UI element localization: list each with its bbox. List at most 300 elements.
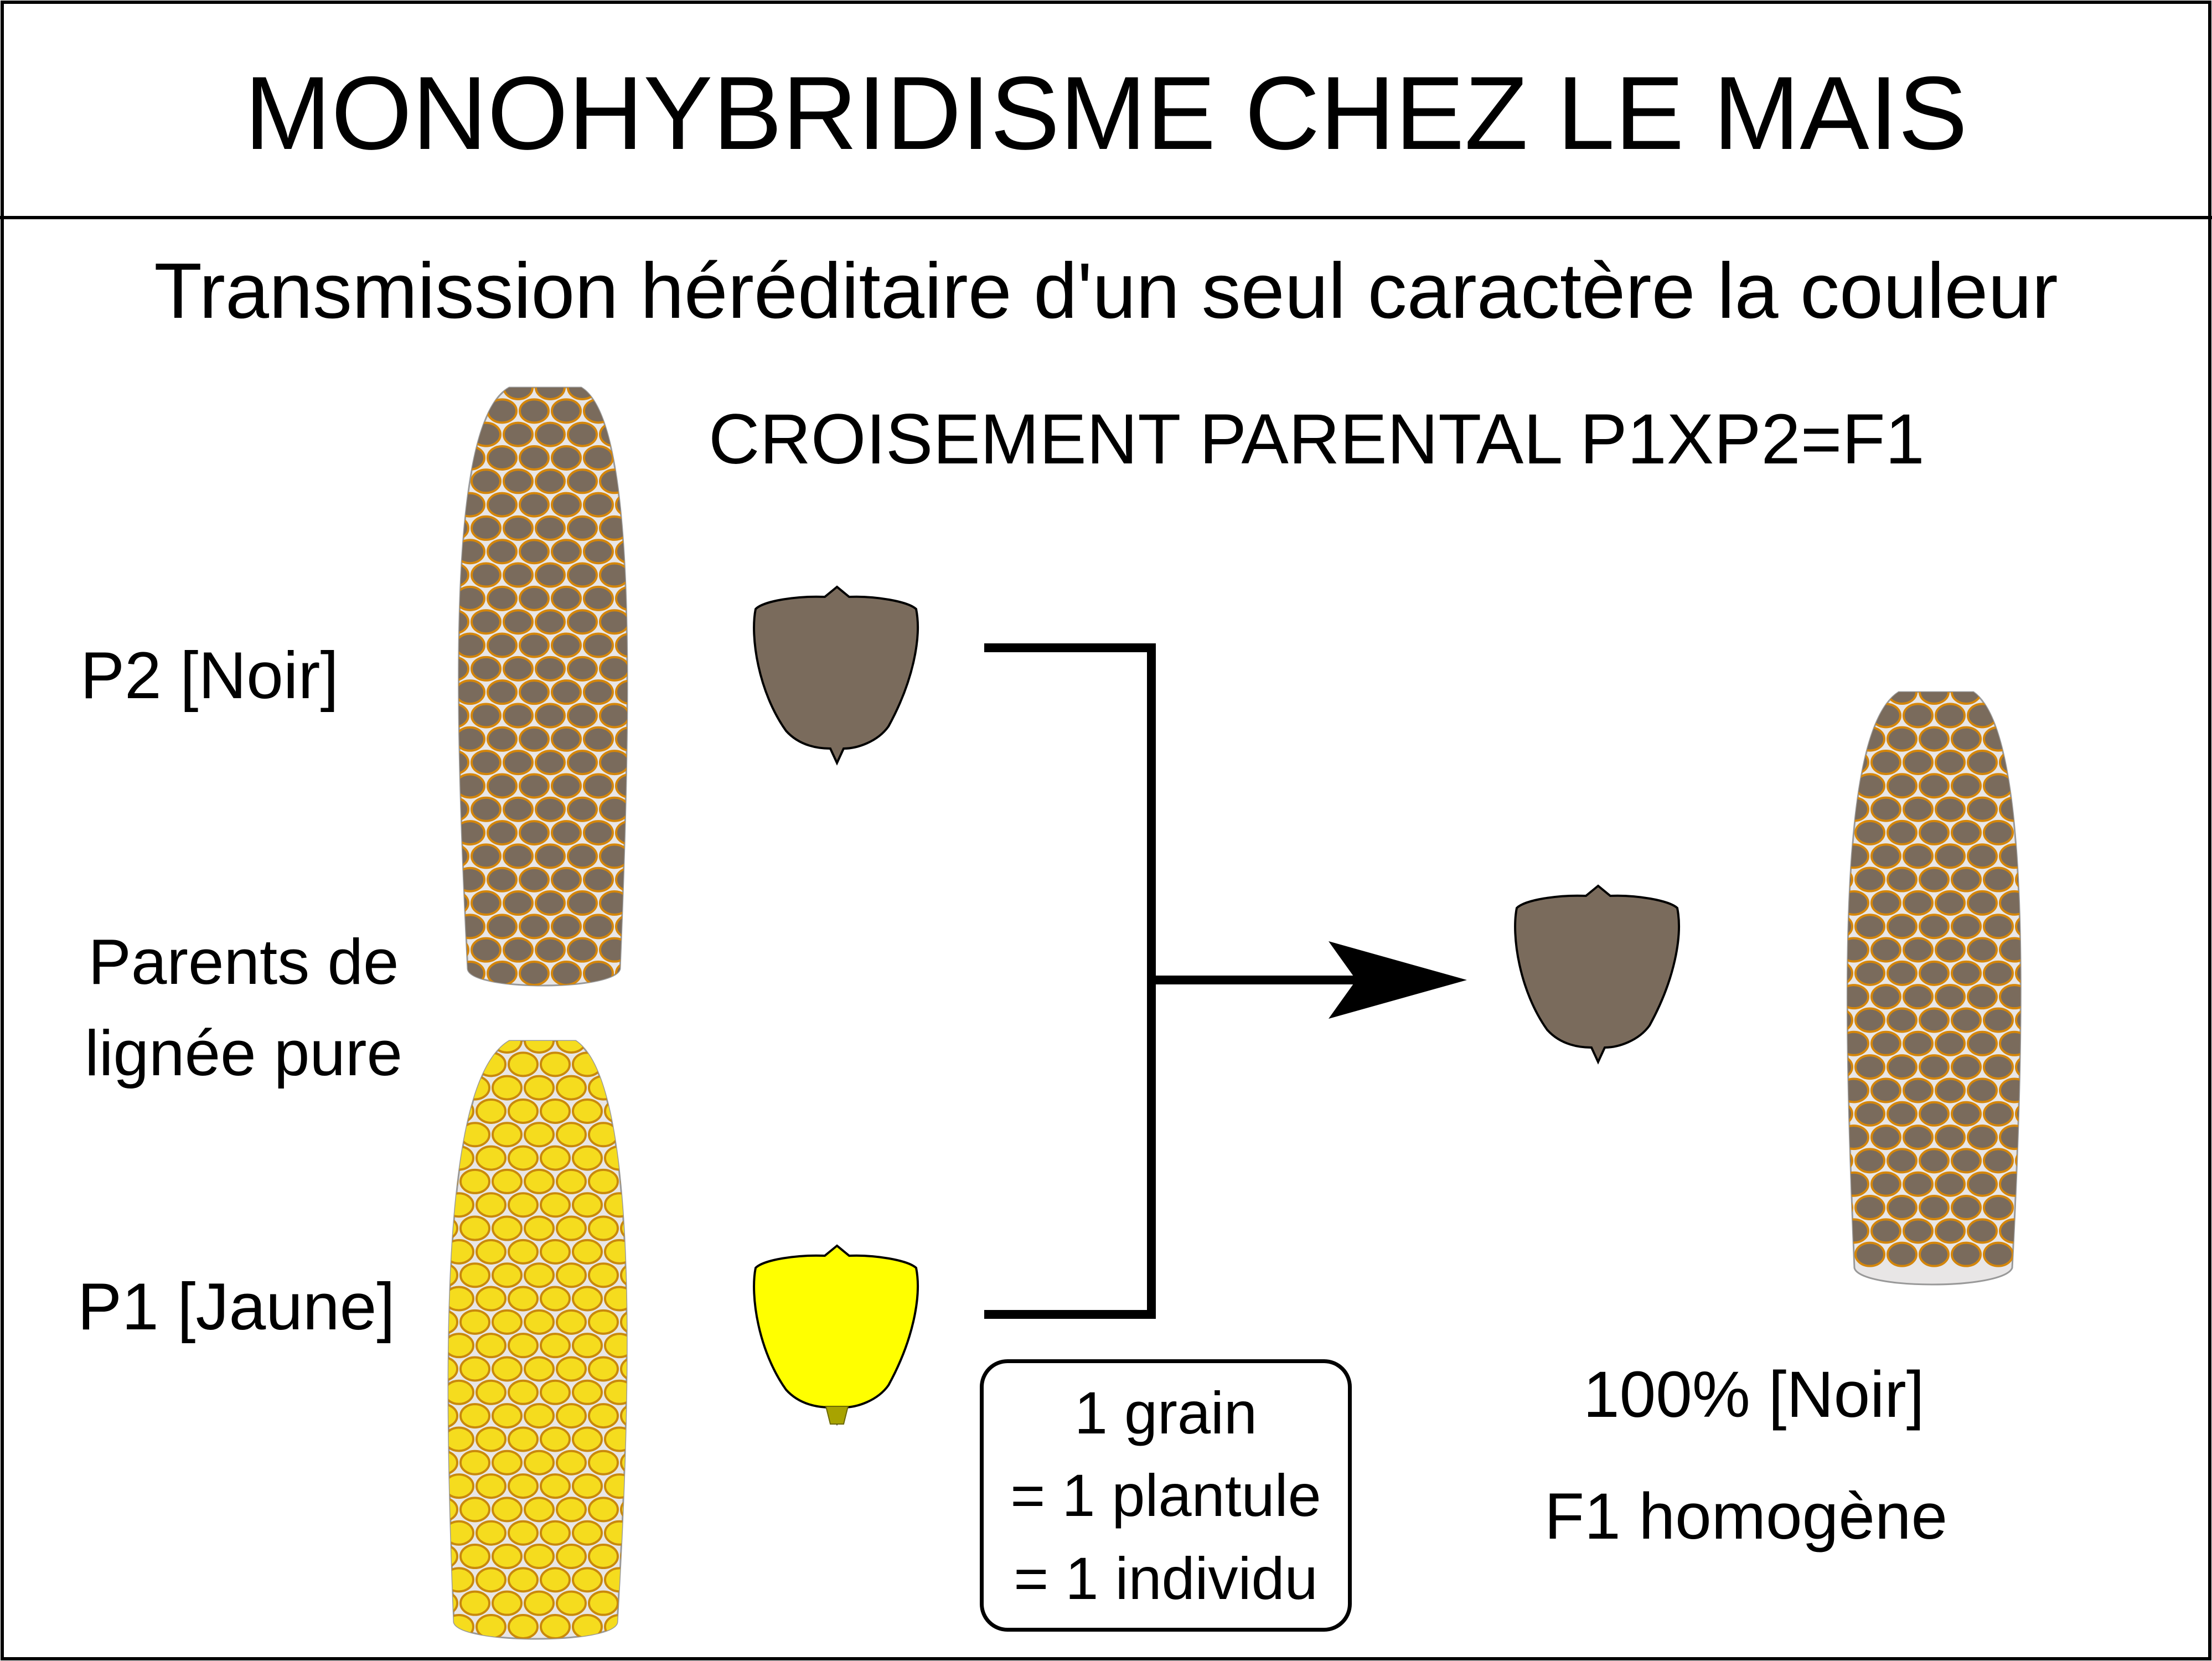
cob-kernel [1936,1079,1965,1102]
cob-kernel [1984,1243,2013,1266]
cob-kernel [493,1217,521,1240]
cob-kernel [2016,774,2045,797]
cob-kernel [584,728,613,751]
cob-kernel [472,844,500,868]
cob-kernel [557,1311,586,1334]
cob-kernel [445,1240,473,1263]
cob-kernel [412,1474,441,1498]
cob-kernel [1872,798,1900,821]
cob-kernel [1952,680,1981,704]
cob-kernel [1839,985,1868,1008]
cob-kernel [2016,1008,2045,1031]
cob-kernel [440,798,468,821]
cob-kernel [525,1217,554,1240]
cob-kernel [1856,1102,1884,1126]
cob-kernel [520,493,549,517]
cob-kernel [2016,1243,2045,1266]
cob-kernel [2016,1149,2045,1172]
kernel-yellow-icon [754,1246,918,1424]
cob-kernel [536,844,565,868]
cob-kernel [1856,962,1884,985]
cob-kernel [1839,1219,1868,1242]
cob-kernel [541,1147,570,1170]
cob-kernel [1984,1149,2013,1172]
cob-kernel [520,915,549,938]
cob-kernel [1823,962,1852,985]
cob-kernel [509,1053,538,1076]
cob-kernel [525,1592,554,1615]
cob-kernel [1968,1126,1997,1149]
cob-kernel [1807,1219,1836,1242]
cob-kernel [412,1100,441,1123]
cob-kernel [589,1170,618,1193]
cob-kernel [412,1615,441,1638]
cob-kernel [1839,1126,1868,1149]
corn-cob-black-icon [423,376,645,986]
cob-kernel [1920,915,1949,938]
cob-kernel [1984,821,2013,844]
cob-kernel [472,610,500,633]
cob-kernel [621,1545,650,1568]
cob-kernel [440,610,468,633]
cob-kernel [509,1240,538,1263]
cob-kernel [504,657,533,680]
cob-kernel [2000,891,2029,915]
cob-kernel [573,1474,602,1498]
cob-kernel [552,728,581,751]
cob-kernel [493,1311,521,1334]
cob-kernel [2016,821,2045,844]
cob-kernel [1807,938,1836,962]
cob-kernel [557,1592,586,1615]
cross-bracket [984,648,1356,1314]
cob-kernel [472,751,500,774]
cob-kernel [621,1357,650,1380]
cob-kernel [557,1217,586,1240]
cob-kernel [423,587,452,610]
cob-kernel [536,610,565,633]
cob-kernel [541,1521,570,1545]
cob-kernel [584,446,613,470]
cob-kernel [541,1100,570,1123]
cob-kernel [557,1123,586,1146]
cob-kernel [541,1334,570,1357]
cob-kernel [2000,751,2029,774]
cob-kernel [525,1357,554,1380]
cob-kernel [504,844,533,868]
cob-kernel [461,1357,489,1380]
cob-kernel [1936,751,1965,774]
cob-kernel [557,1076,586,1100]
cob-kernel [1856,680,1884,704]
cob-kernel [445,1053,473,1076]
cob-kernel [573,1147,602,1170]
cob-kernel [584,821,613,844]
cob-kernel [509,1568,538,1591]
cob-kernel [1904,1032,1932,1055]
cob-kernel [2016,728,2045,751]
cob-kernel [573,1287,602,1311]
cob-kernel [1968,704,1997,727]
cob-kernel [493,1545,521,1568]
cob-kernel [1807,1079,1836,1102]
cob-kernel [525,1311,554,1334]
cob-kernel [621,1076,650,1100]
cob-kernel [584,399,613,422]
cob-kernel [412,1381,441,1404]
cob-kernel [616,728,645,751]
cob-kernel [1984,1102,2013,1126]
cob-kernel [1968,1079,1997,1102]
cob-kernel [520,821,549,844]
cob-kernel [428,1545,457,1568]
cob-kernel [616,634,645,657]
cob-kernel [504,564,533,587]
cob-kernel [1872,985,1900,1008]
cob-kernel [536,751,565,774]
cob-kernel [520,868,549,891]
cob-kernel [552,962,581,985]
cob-kernel [1920,1243,1949,1266]
cob-kernel [493,1404,521,1427]
cob-kernel [568,751,597,774]
cob-kernel [472,564,500,587]
cob-kernel [1936,704,1965,727]
cob-kernel [509,1193,538,1216]
cob-kernel [1984,1196,2013,1219]
cob-kernel [605,1334,634,1357]
cob-kernel [600,938,629,962]
cob-kernel [584,540,613,563]
cob-kernel [584,915,613,938]
cross-title: CROISEMENT PARENTAL P1XP2=F1 [709,400,1925,479]
cob-kernel [488,399,516,422]
cob-kernel [477,1287,505,1311]
cob-kernel [616,821,645,844]
cob-kernel [2016,1196,2045,1219]
cob-kernel [552,399,581,422]
cob-kernel [472,798,500,821]
cob-kernel [1920,728,1949,751]
cob-kernel [541,1615,570,1638]
cob-kernel [1920,1055,1949,1079]
cob-kernel [445,1147,473,1170]
cob-kernel [1920,821,1949,844]
cob-kernel [423,399,452,422]
cob-kernel [520,680,549,704]
cob-kernel [1888,1196,1916,1219]
cob-kernel [428,1263,457,1287]
cob-kernel [1823,1149,1852,1172]
cob-kernel [541,1427,570,1451]
cob-kernel [477,1193,505,1216]
cob-kernel [461,1170,489,1193]
cob-kernel [477,1568,505,1591]
cob-kernel [557,1170,586,1193]
cob-kernel [568,938,597,962]
cob-kernel [423,868,452,891]
cob-kernel [1920,1149,1949,1172]
cob-kernel [461,1404,489,1427]
note-line2: = 1 plantule [1010,1462,1321,1529]
cob-kernel [477,1427,505,1451]
cob-kernel [568,470,597,493]
cob-kernel [541,1381,570,1404]
cob-kernel [1839,1079,1868,1102]
cob-kernel [1807,751,1836,774]
cob-kernel [1984,728,2013,751]
cob-kernel [1968,1219,1997,1242]
cob-kernel [520,774,549,797]
cob-kernel [1872,751,1900,774]
cob-kernel [1823,680,1852,704]
cob-kernel [568,564,597,587]
cob-kernel [1904,938,1932,962]
cob-kernel [1807,985,1836,1008]
cob-kernel [600,704,629,727]
cob-kernel [525,1029,554,1053]
cob-kernel [616,680,645,704]
cob-kernel [1920,868,1949,891]
cob-kernel [509,1334,538,1357]
cob-kernel [472,470,500,493]
cob-kernel [423,680,452,704]
cob-kernel [1904,1126,1932,1149]
cob-kernel [536,657,565,680]
cob-kernel [509,1100,538,1123]
cob-kernel [440,376,468,399]
cob-kernel [1952,1196,1981,1219]
cob-kernel [456,540,484,563]
cob-kernel [428,1357,457,1380]
cob-kernel [1952,1008,1981,1031]
cob-kernel [1968,1032,1997,1055]
cob-kernel [589,1404,618,1427]
cob-kernel [1904,844,1932,868]
cob-kernel [445,1334,473,1357]
cob-kernel [428,1311,457,1334]
cob-kernel [428,1029,457,1053]
cob-kernel [2000,704,2029,727]
cob-kernel [1952,1102,1981,1126]
cob-kernel [605,1427,634,1451]
cob-kernel [1984,680,2013,704]
cob-kernel [477,1381,505,1404]
cob-kernel [472,657,500,680]
cob-kernel [541,1287,570,1311]
cob-kernel [600,751,629,774]
cob-kernel [552,868,581,891]
cob-kernel [1920,962,1949,985]
cob-kernel [1904,891,1932,915]
parents-group-label [66,916,421,1098]
cob-kernel [520,587,549,610]
cob-kernel [1888,962,1916,985]
cob-kernel [1968,751,1997,774]
cob-kernel [616,399,645,422]
cob-kernel [1888,868,1916,891]
cob-kernel [605,1193,634,1216]
cob-kernel [1936,938,1965,962]
cob-kernel [1920,680,1949,704]
cob-kernel [616,446,645,470]
cob-kernel [461,1217,489,1240]
cob-kernel [621,1498,650,1521]
cob-kernel [1856,915,1884,938]
cob-kernel [412,1287,441,1311]
subtitle: Transmission héréditaire d'un seul caractère la couleur [154,247,2058,335]
cob-kernel [504,423,533,446]
cob-kernel [568,610,597,633]
cob-kernel [536,891,565,915]
cob-kernel [1888,1243,1916,1266]
cob-kernel [461,1311,489,1334]
cob-kernel [1872,1079,1900,1102]
cob-kernel [2016,1102,2045,1126]
cob-kernel [525,1076,554,1100]
cob-kernel [1952,1149,1981,1172]
cob-kernel [1904,985,1932,1008]
cob-kernel [412,1334,441,1357]
cob-kernel [1856,1149,1884,1172]
cob-kernel [584,493,613,517]
cob-kernel [536,376,565,399]
f1-result-label: 100% [Noir] [1583,1358,1925,1431]
cob-kernel [1952,1055,1981,1079]
cob-kernel [1856,821,1884,844]
cob-kernel [1968,985,1997,1008]
cob-kernel [600,376,629,399]
cob-kernel [584,680,613,704]
cob-kernel [504,610,533,633]
cob-kernel [1823,1243,1852,1266]
cob-kernel [616,915,645,938]
cob-kernel [423,493,452,517]
cob-kernel [525,1263,554,1287]
cob-kernel [557,1029,586,1053]
cob-kernel [472,423,500,446]
cob-kernel [589,1545,618,1568]
cob-kernel [456,399,484,422]
cob-kernel [525,1545,554,1568]
cob-kernel [1968,1173,1997,1196]
cob-kernel [552,587,581,610]
cob-kernel [589,1076,618,1100]
cob-kernel [541,1053,570,1076]
cob-kernel [504,517,533,540]
cob-kernel [1984,1055,2013,1079]
cob-kernel [1888,1055,1916,1079]
cob-kernel [557,1263,586,1287]
cob-kernel [493,1451,521,1474]
cob-kernel [493,1357,521,1380]
note-line3: = 1 individu [1014,1544,1318,1612]
cob-kernel [605,1615,634,1638]
cob-kernel [605,1521,634,1545]
cob-kernel [520,540,549,563]
cob-kernel [445,1381,473,1404]
cob-kernel [1920,774,1949,797]
cob-kernel [1952,962,1981,985]
cob-kernel [520,446,549,470]
parents-group-label-line1: Parents de [88,926,399,998]
cob-kernel [488,728,516,751]
cob-kernel [1856,774,1884,797]
cob-kernel [1888,728,1916,751]
cob-kernel [552,821,581,844]
cob-kernel [428,1451,457,1474]
cob-kernel [1823,774,1852,797]
cob-kernel [1807,844,1836,868]
cob-kernel [557,1357,586,1380]
cob-kernel [1904,704,1932,727]
cob-kernel [605,1240,634,1263]
cob-kernel [440,704,468,727]
cob-kernel [488,915,516,938]
cob-kernel [1952,915,1981,938]
cob-kernel [1888,915,1916,938]
cob-kernel [1823,868,1852,891]
cob-kernel [1807,1032,1836,1055]
cob-kernel [520,634,549,657]
cob-kernel [616,587,645,610]
cob-kernel [525,1123,554,1146]
cob-kernel [1936,798,1965,821]
cob-kernel [605,1474,634,1498]
cob-kernel [504,938,533,962]
cob-kernel [552,680,581,704]
cob-kernel [2000,798,2029,821]
cob-kernel [568,891,597,915]
page-title: MONOHYBRIDISME CHEZ LE MAIS [244,55,1968,171]
cob-kernel [525,1451,554,1474]
cob-kernel [423,446,452,470]
cob-kernel [573,1240,602,1263]
cob-kernel [1872,844,1900,868]
p1-label: P1 [Jaune] [77,1270,395,1344]
cob-kernel [1856,1196,1884,1219]
cob-kernel [445,1100,473,1123]
cob-kernel [509,1427,538,1451]
cob-kernel [1936,1126,1965,1149]
cob-kernel [488,493,516,517]
cob-kernel [573,1100,602,1123]
cob-kernel [1888,1008,1916,1031]
cob-kernel [1936,1219,1965,1242]
cob-kernel [541,1240,570,1263]
cob-kernel [1904,798,1932,821]
cob-kernel [600,891,629,915]
cob-kernel [1839,891,1868,915]
cob-kernel [605,1287,634,1311]
cob-kernel [568,844,597,868]
cob-kernel [589,1451,618,1474]
cob-kernel [1807,1173,1836,1196]
cob-kernel [1952,1243,1981,1266]
cob-kernel [488,821,516,844]
cob-kernel [472,704,500,727]
cob-kernel [1984,1008,2013,1031]
cob-kernel [589,1592,618,1615]
corn-cob-yellow-icon [412,1029,650,1639]
cob-kernel [428,1076,457,1100]
cob-kernel [525,1498,554,1521]
cob-kernel [552,915,581,938]
cob-kernel [477,1521,505,1545]
cob-kernel [2016,962,2045,985]
cob-kernel [477,1147,505,1170]
cob-kernel [493,1592,521,1615]
